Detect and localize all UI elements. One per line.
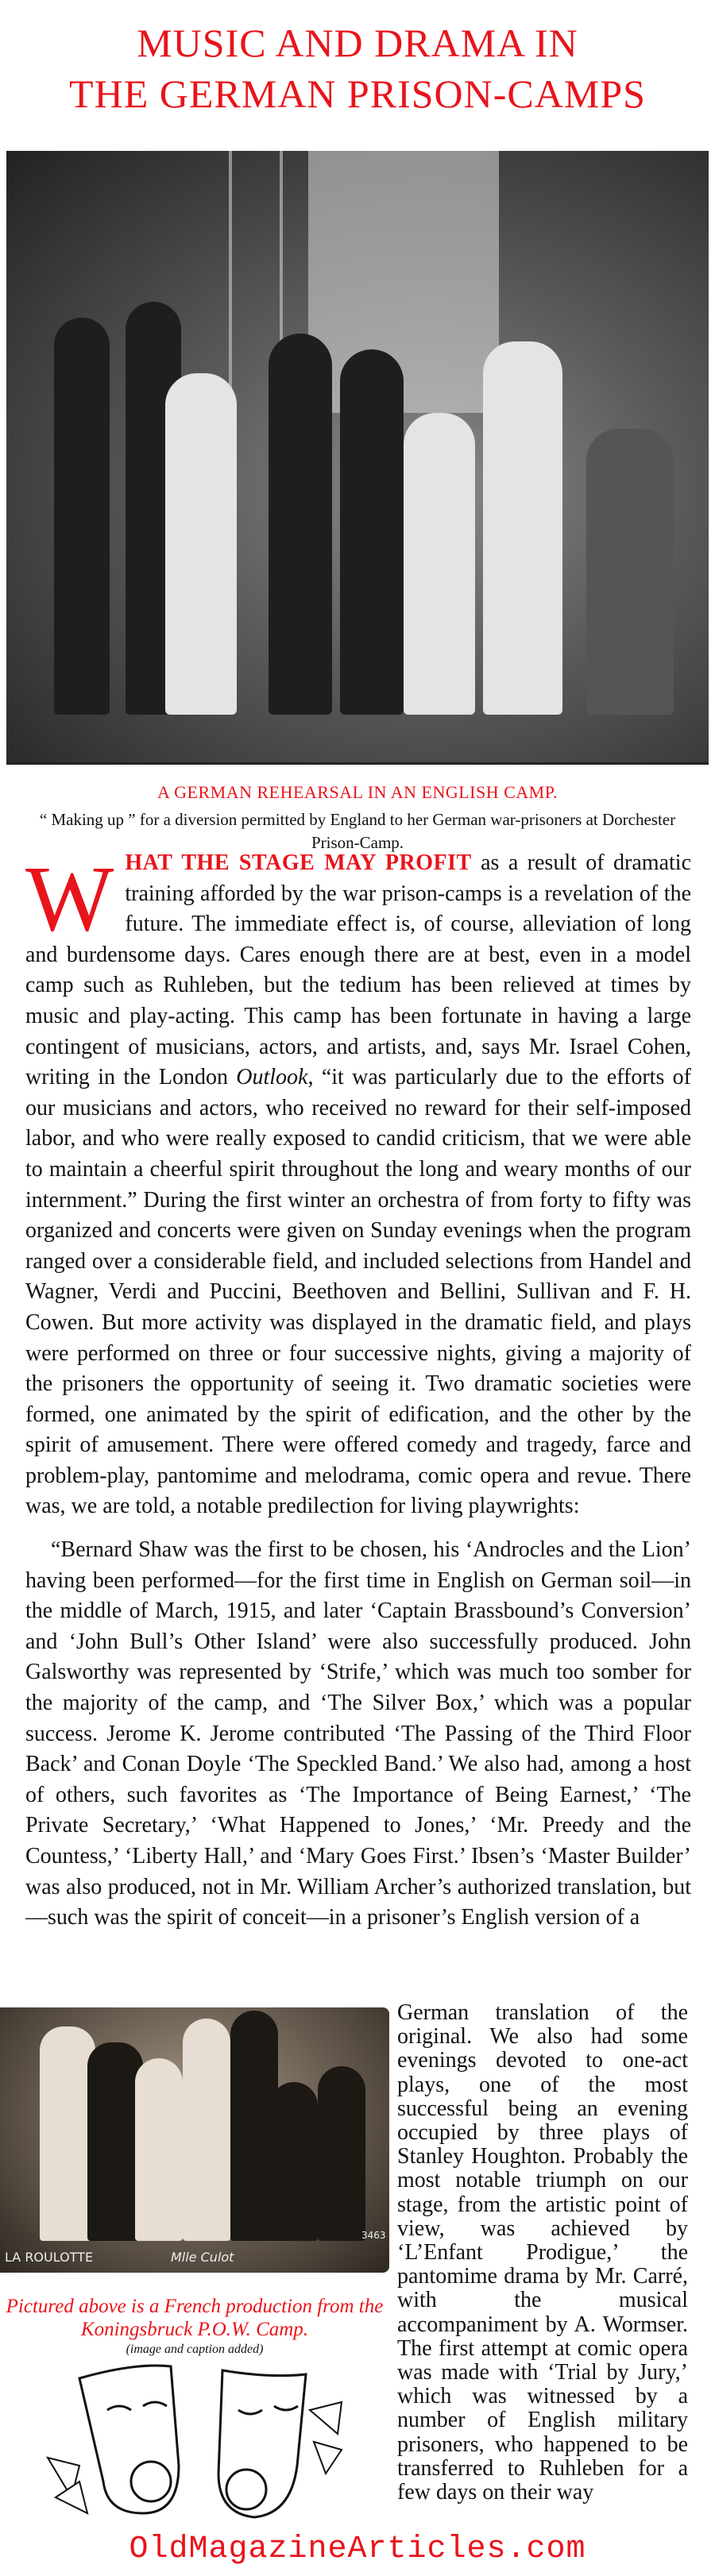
quote-paragraph-continued: German translation of the original. We also had some evenings devoted to one-act plays, one of the most successful being an evening occupied by three plays of Stanley Houghton. Probably the most notable triumph on our stage, from the artistic point of view, was achieved by ‘L’Enfant Prodigue,’ the pantomime drama by Mr. Carré, with the musical accompaniment by A. Wormser. The first attempt at comic opera was made with ‘Trial by Jury,’ which was witnessed by a number of English military prisoners, who happened to be transferred to Ruhleben for a few days on their way xyxy=(397,2000,688,2505)
photo-figure xyxy=(318,2066,365,2241)
title-line-1: MUSIC AND DRAMA IN xyxy=(137,21,578,65)
photo-caption-title: A GERMAN REHEARSAL IN AN ENGLISH CAMP. xyxy=(157,782,558,802)
paragraph-text: as a result of dramatic training afforded by the war prison-camps is a revelation of the future. The immediate effect is, of course, alleviation of long and burdensome days. Cares enough there are at best, even in a model camp such as Ruhleben, but the tedium has been relieved at times by music and play-acting. This camp has been fortunate in having a large contingent of musicians, actors, and artists, and, says Mr. Israel Cohen, writing in the London xyxy=(25,850,692,1090)
quote-paragraph: “Bernard Shaw was the first to be chosen, his ‘Androcles and the Lion’ having been performed—for the first time in English on German soil—in the middle of March, 1915, and later ‘Captain Brassbound’s Conversion’ and ‘John Bull’s Other Island’ were also successfully produced. John Galsworthy was represented by ‘Strife,’ which was much too somber for the majority of the camp, and ‘The Silver Box,’ which was a popular success. Jerome K. Jerome contributed ‘The Passing of the Third Floor Back’ and Conan Doyle ‘The Speckled Band.’ We also had, among a host of others, such favorites as ‘The Importance of Being Earnest,’ ‘The Private Secretary,’ ‘What Happened to Jones,’ ‘Mr. Preedy and the Countess,’ ‘Liberty Hall,’ and ‘Mary Goes First.’ Ibsen’s ‘Master Builder’ was also produced, not in Mr. William Archer’s authorized translation, but—such was the spirit of conceit—in a prisoner’s English version of a xyxy=(25,1537,691,1930)
site-watermark: OldMagazineArticles.com xyxy=(129,2532,586,2567)
photo-figure xyxy=(183,2019,230,2241)
photo-backdrop xyxy=(308,151,499,413)
photo-figure xyxy=(135,2058,183,2241)
photo-figure xyxy=(165,373,237,715)
side-photo-caption: Pictured above is a French production from the Koningsbruck P.O.W. Camp. xyxy=(6,2296,384,2340)
side-photo-note: (image and caption added) xyxy=(126,2343,264,2356)
article-body xyxy=(25,848,691,1934)
photo-caption-text: “ Making up ” for a diversion permitted by England to her German war-prisoners at Dorchester Prison-Camp. xyxy=(39,810,676,852)
photo-figure xyxy=(340,349,404,715)
bottom-section xyxy=(0,2001,715,2557)
photo-figure xyxy=(483,341,562,715)
article-title xyxy=(0,17,715,119)
drop-cap: W xyxy=(25,846,114,951)
article-paragraph xyxy=(25,848,691,1522)
publication-name: Outlook xyxy=(236,1065,308,1090)
photo-figure xyxy=(270,2082,318,2241)
photo-figure xyxy=(404,413,475,715)
photo-number: 3463 xyxy=(361,2230,386,2241)
title-line-2: THE GERMAN PRISON-CAMPS xyxy=(69,71,646,116)
right-column xyxy=(397,2001,688,2505)
photo-figure xyxy=(269,334,332,715)
photo-label: LA ROULOTTE xyxy=(5,2250,94,2265)
photo-figure xyxy=(586,429,674,715)
lead-in: HAT THE STAGE MAY PROFIT xyxy=(125,850,472,875)
comedy-tragedy-masks-icon xyxy=(32,2362,365,2521)
paragraph-text: , “it was particularly due to the efforts of our musicians and actors, who received no reward for their self-imposed labor, and who were really exposed to candid criticism, that we were able to maintain a cheerful spirit throughout the long and weary months of our internment.” During the first winter an orchestra of from forty to fifty was organized and concerts were given on Sunday evenings when the program ranged over a considerable field, and included selections from Handel and Wagner, Verdi and Puccini, Beethoven and Bellini, Sullivan and F. H. Cowen. But more activity was displayed in the dramatic field, and plays were performed on three or four successive nights, giving a majority of the prisoners the opportunity of seeing it. Two dramatic societies were formed, one animated by the spirit of edification, and the other by the spirit of amusement. There were offered comedy and tragedy, farce and problem-play, pantomime and melodrama, comic opera and revue. There was, we are told, a notable predilection for living playwrights: xyxy=(25,1065,691,1519)
rehearsal-photo xyxy=(6,151,709,765)
photo-label: Mlle Culot xyxy=(171,2250,234,2265)
french-production-photo xyxy=(0,2007,389,2273)
photo-figure xyxy=(54,318,110,715)
